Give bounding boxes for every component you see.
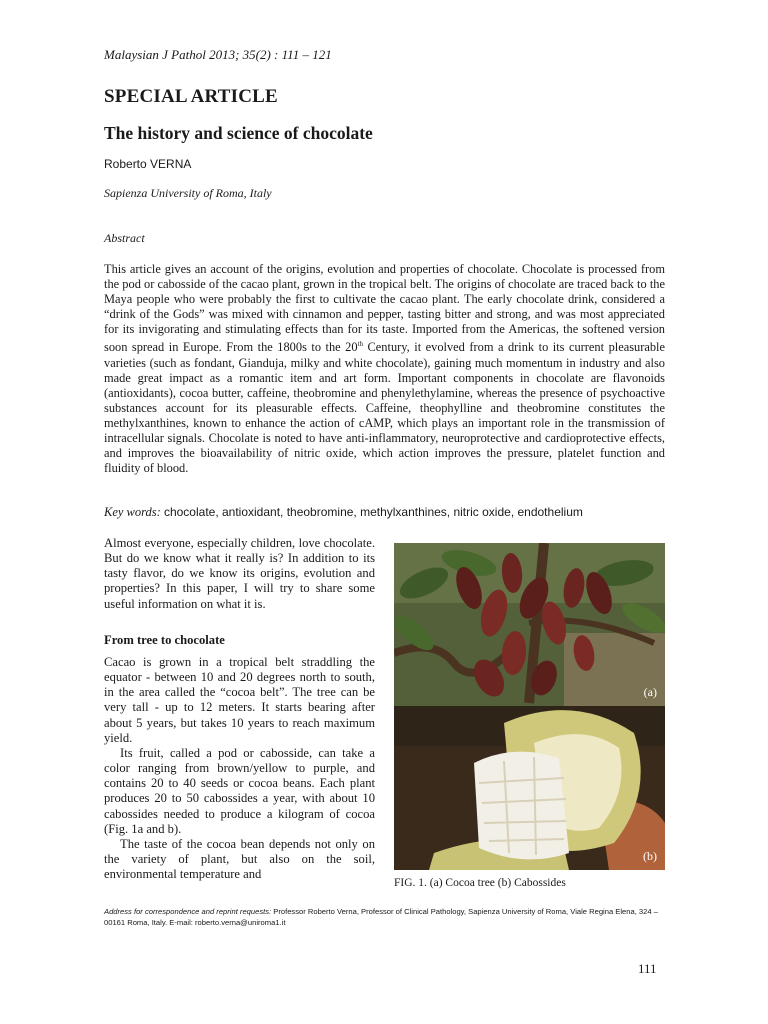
footnote-text: Professor Roberto Verna, Professor of Clinical Pathology, Sapienza University of Roma, Viale Regina Elena, 324 – 00161 Roma, Italy. E-mail: roberto.verna@uniroma1.it [104, 907, 658, 927]
section-label: SPECIAL ARTICLE [104, 86, 278, 107]
page-number: 111 [638, 961, 657, 976]
figure-1 [394, 543, 665, 870]
author-name: Roberto VERNA [104, 157, 192, 171]
figure-caption: FIG. 1. (a) Cocoa tree (b) Cabossides [394, 877, 566, 889]
keywords-label: Key words: [104, 505, 161, 519]
body-paragraph-1: Cacao is grown in a tropical belt straddling the equator - between 10 and 20 degrees north to south, in the area called the “cocoa belt”. The tree can be very tall - up to 12 meters. It starts bearing after about 5 years, but takes 10 years to reach maximum yield. [104, 654, 375, 745]
correspondence-footnote [104, 907, 669, 928]
keywords-values: chocolate, antioxidant, theobromine, methylxanthines, nitric oxide, endothelium [163, 505, 583, 519]
figure-1-image [394, 543, 665, 870]
abstract-body [104, 262, 665, 476]
footnote-label: Address for correspondence and reprint requests: [104, 907, 272, 916]
article-title: The history and science of chocolate [104, 123, 373, 143]
figure-label-b: (b) [643, 849, 657, 863]
journal-reference: Malaysian J Pathol 2013; 35(2) : 111 – 121 [104, 47, 332, 62]
body-column-left [104, 536, 375, 882]
affiliation: Sapienza University of Roma, Italy [104, 186, 272, 200]
abstract-superscript: th [357, 340, 364, 349]
abstract-text-part2: Century, it evolved from a drink to its current pleasurable varieties (such as fondant, Gianduja, milky and white chocolate), gaining much momentum in industry and also made great impact as a romantic item and art form. Important components in chocolate are flavonoids (antioxidants), cocoa butter, caffeine, theobromine and phenylethylamine, whereas the presence of psychoactive substances account for its pleasurable effects. Caffeine, theophylline and theobromine constitutes the methylxanthines, known to enhance the action of cAMP, which plays an important role in the transmission of intracellular signals. Chocolate is noted to have anti-inflammatory, neuroprotective and cardioprotective effects, and improves the bioavailability of nitric oxide, which action improves the pressure, platelet function and fluidity of blood. [104, 340, 665, 476]
abstract-heading: Abstract [104, 231, 145, 245]
section-heading: From tree to chocolate [104, 632, 225, 647]
body-paragraph-2: Its fruit, called a pod or cabosside, can take a color ranging from brown/yellow to purple, and contains 20 to 40 seeds or cocoa beans. Each plant produces 20 to 50 cabossides a year, with about 10 cabossides needed to produce a kilogram of cocoa (Fig. 1a and b). [104, 745, 375, 836]
body-paragraph-3: The taste of the cocoa bean depends not only on the variety of plant, but also on the soil, environmental temperature and [104, 836, 375, 882]
intro-paragraph: Almost everyone, especially children, love chocolate. But do we know what it really is? In addition to its tasty flavor, do we know its origins, evolution and properties? In this paper, I will try to share some useful information on what it is. [104, 536, 375, 611]
keywords [104, 505, 583, 520]
figure-label-a: (a) [643, 685, 657, 699]
abstract-text-part1: This article gives an account of the origins, evolution and properties of chocolate. Chocolate is processed from the pod or cabosside of the cacao plant, grown in the tropical belt. The origins of chocolate are traced back to the Maya people who were probably the first to cultivate the cacao plant. The early chocolate drink, considered a “drink of the Gods” was mixed with cinnamon and pepper, tasting bitter and strong, and was most appreciated for its invigorating and stimulating effects than for its taste. Imported from the Americas, the softened version soon spread in Europe. From the 1800s to the 20 [104, 262, 665, 355]
